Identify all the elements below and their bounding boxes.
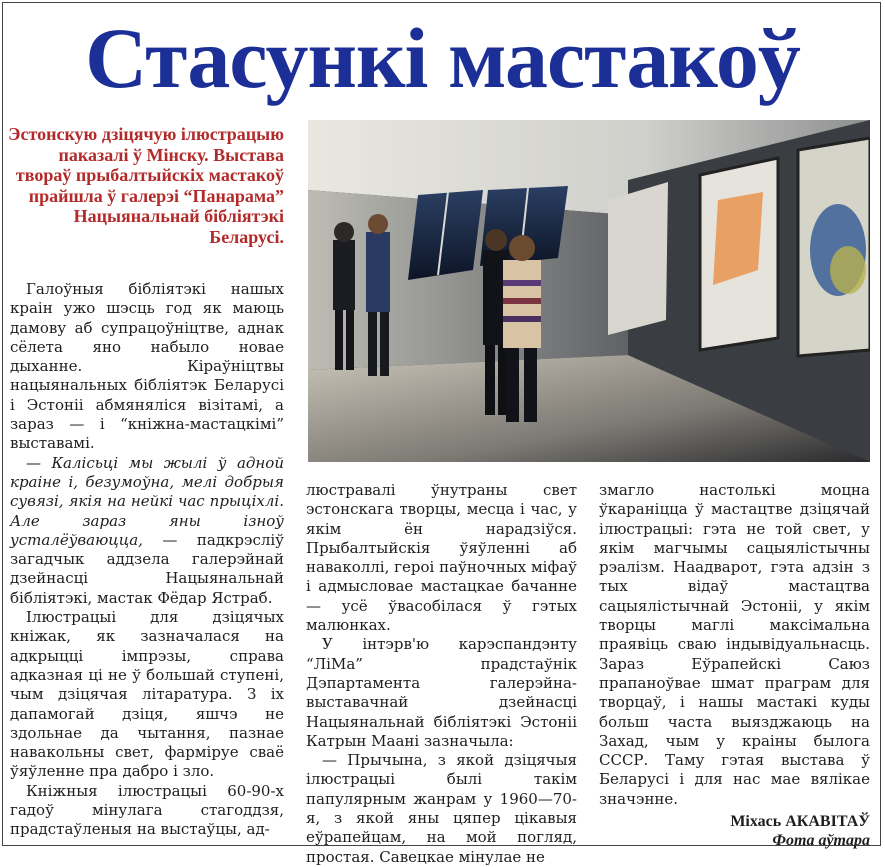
article-paragraph: Кніжныя ілюстрацыі 60-90-х гадоў мінулага стагоддзя, прадстаўленыя на выстаўцы, ад- xyxy=(10,781,284,839)
quote-paragraph xyxy=(10,454,284,608)
article-paragraph: Ілюстрацыі для дзіцячых кніжак, як зазначалася на адкрыцці імпрэзы, справа адказная ці не ў большай ступені, чым дзіцячая літаратура. З іх дапамогай дзіця, яшчэ не здольнае да чытання, пазнае навакольны свет, фарміруе сваё ўяўленне пра дабро і зло. xyxy=(10,608,284,781)
exhibition-photo xyxy=(308,120,870,462)
article-lead xyxy=(8,124,284,248)
quote-attribution: — падкрэсліў загадчык аддзела галерэйнай дзейнасці Нацыянальнай бібліятэкі, мастак Фёдар Ястраб. xyxy=(10,530,284,607)
author-byline: Міхась АКАВІТАЎ xyxy=(730,813,870,831)
article-column-2 xyxy=(306,481,577,867)
article-paragraph: Галоўныя бібліятэкі нашых краін ужо шэсць год як маюць дамову аб супрацоўніцтве, аднак сёлета яно набыло новае дыханне. Кіраўніцтвы нацыянальных бібліятэк Беларусі і Эстоніі абмяняліся візітамі, а зараз — і “кніжна-мастацкімі” выставамі. xyxy=(10,280,284,453)
article-paragraph: — Прычына, з якой дзіцячыя ілюстрацыі былі такім папулярным жанрам у 1960—70-я, з якой яны цяпер цікавыя еўрапейцам, на мой погляд, простая. Савецкае мінулае не xyxy=(306,751,577,866)
article-column-1 xyxy=(10,280,284,840)
article-paragraph: люстравалі ўнутраны свет эстонскага творцы, месца і час, у якім ён нарадзіўся. Прыбалтыйскія ўяўленні аб наваколлі, героі паўночных міфаў і адмысловае мастацкае бачанне — усё ўвасобілася ў гэтых малюнках. xyxy=(306,481,577,635)
lead-text: Эстонскую дзіцячую ілюстрацыю паказалі ў Мінску. Выстава твораў прыбалтыйскіх мастакоў прайшла ў галерэі “Панарама” Нацыянальнай бібліятэкі Беларусі. xyxy=(8,124,284,247)
article-paragraph: У інтэрв'ю карэспандэнту “ЛіМа” прадстаўнік Дэпартамента галерэйна-выставачнай дзейнасці Нацыянальнай бібліятэкі Эстоніі Катрын Маані зазначыла: xyxy=(306,635,577,750)
quote-text: — Калісьці мы жылі ў адной краіне і, безумоўна, мелі добрыя сувязі, якія на нейкі час прыціхлі. Але зараз яны ізноў усталёўваюцца, xyxy=(10,453,284,549)
photo-credit: Фота аўтара xyxy=(772,832,870,850)
article-column-3 xyxy=(599,481,870,851)
article-paragraph: змагло настолькі моцна ўкараніцца ў мастацтве дзіцячай ілюстрацыі: гэта не той свет, у якім магчымы сацыялістычны рэалізм. Наадварот, гэта адзін з тых відаў мастацтва сацыялістычнай Эстоніі, у якім творцы маглі максімальна праявіць сваю індывідуальнасць. Зараз Еўрапейскі Саюз прапаноўвае шмат праграм для творцаў, і нашы мастакі куды больш часта выязджаюць на Захад, чым у краіны былога СССР. Таму гэтая выстава ў Беларусі і для нас мае вялікае значэнне. xyxy=(599,481,870,808)
article-headline: Стасункі мастакоў xyxy=(85,10,800,106)
